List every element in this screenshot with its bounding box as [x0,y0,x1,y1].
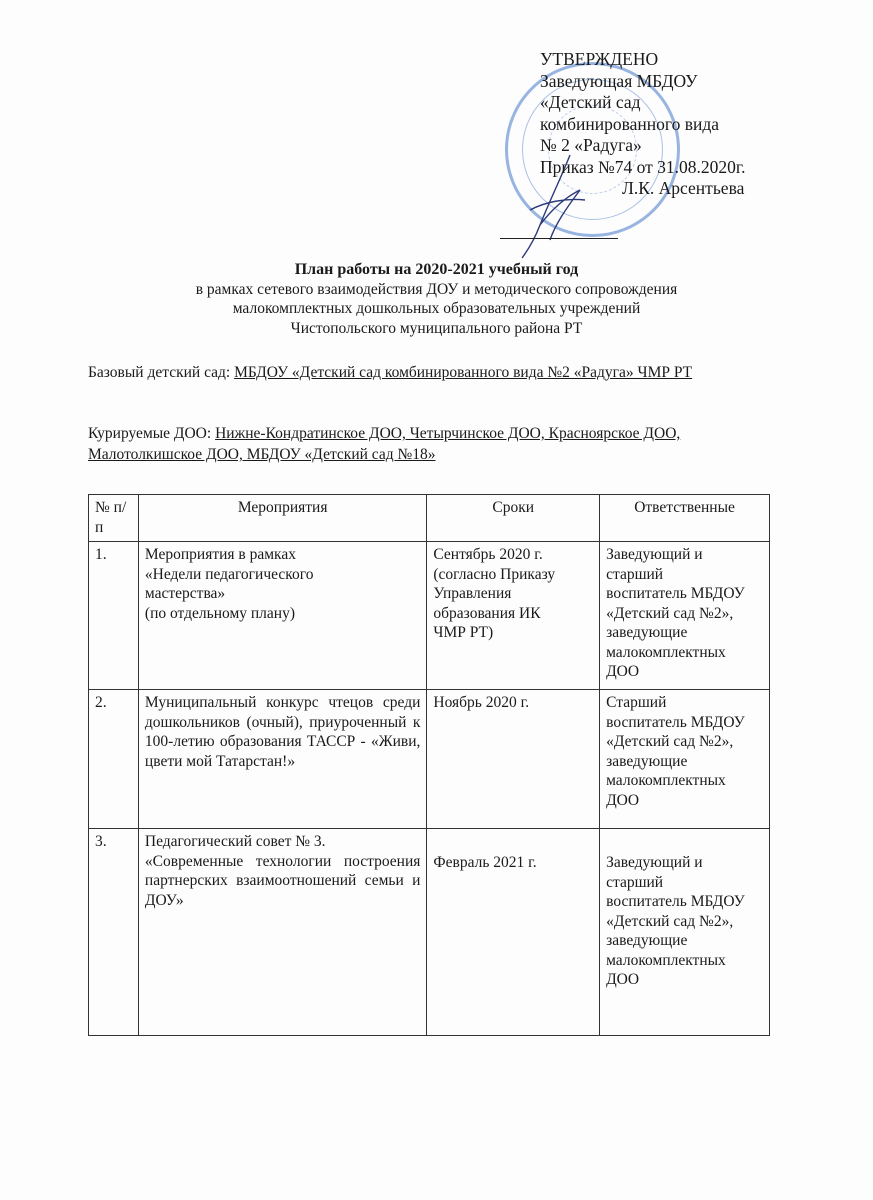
curated-doo-value: Нижне-Кондратинское ДОО, Четырчинское ДОО, Красноярское ДОО, Малотолкишское ДОО, МБДОУ «Детский сад №18» [88,425,681,463]
header-dates: Сроки [427,495,600,542]
row-responsible [600,829,770,1036]
document-subtitle-line-1: в рамках сетевого взаимодействия ДОУ и методического сопровождения [195,280,678,298]
responsible-line: старший [606,565,664,583]
event-line: «Современные технологии построения партнерских взаимоотношений семьи и ДОУ» [144,852,421,909]
row-event [138,542,426,690]
responsible-line: заведующие [606,624,688,641]
approval-signer: Л.К. Арсентьева [622,178,745,198]
document-subtitle-line-3: Чистопольского муниципального района РТ [290,319,583,337]
responsible-line: ДОО [606,971,640,988]
dates-value: Февраль 2021 г. [433,854,537,871]
responsible-line: малокомплектных [606,951,726,969]
header-event: Мероприятия [138,495,426,542]
responsible-line: воспитатель МБДОУ [606,713,745,731]
document-title: План работы на 2020-2021 учебный год [294,261,579,278]
dates-line: Управления [433,585,512,602]
row-responsible [600,542,770,690]
table-header-row [89,495,770,542]
responsible-line: Заведующий и [606,854,703,871]
responsible-line: малокомплектных [606,643,726,661]
document-subtitle-line-2: малокомплектных дошкольных образовательных учреждений [232,300,641,317]
event-line: Педагогический совет № 3. [144,833,326,850]
responsible-line: Старший [606,694,667,711]
table-row [89,829,770,1036]
approval-org-line-2: комбинированного вида [540,113,720,134]
responsible-line: заведующие [606,932,688,949]
row-num: 1. [89,542,139,690]
responsible-line: ДОО [606,663,640,680]
signature-line [500,238,618,239]
responsible-line: воспитатель МБДОУ [606,585,745,602]
base-kindergarten-label: Базовый детский сад: [88,364,235,381]
responsible-line: воспитатель МБДОУ [606,893,745,910]
row-num: 3. [89,829,139,1036]
row-num: 2. [89,690,139,829]
curated-doo-label: Курируемые ДОО: [88,425,216,442]
event-line: мастерства» [144,585,226,602]
dates-line: образования ИК [433,604,541,622]
approval-order: Приказ №74 от 31.08.2020г. [540,156,746,177]
event-line: Мероприятия в рамках [144,546,296,563]
row-event [138,829,426,1036]
responsible-line: «Детский сад №2», [606,912,734,930]
row-dates: Ноябрь 2020 г. [427,690,600,829]
event-line: (по отдельному плану) [144,604,295,622]
curated-doo [88,423,768,465]
table-row [89,690,770,829]
header-responsible: Ответственные [600,495,770,542]
base-kindergarten-value: МБДОУ «Детский сад комбинированного вида №2 «Радуга» ЧМР РТ [234,364,693,381]
table-row [89,542,770,690]
responsible-line: малокомплектных [606,772,726,789]
responsible-line: заведующие [606,752,688,770]
responsible-line: «Детский сад №2», [606,733,734,750]
approval-position: Заведующая МБДОУ [540,70,698,91]
approval-block [540,49,746,200]
plan-table [88,494,770,1036]
document-title-block [80,260,793,338]
event-line: «Недели педагогического [144,565,314,583]
row-responsible [600,690,770,829]
responsible-line: «Детский сад №2», [606,604,734,622]
approval-org-line-3: № 2 «Радуга» [540,135,642,155]
header-num: № п/п [89,495,139,542]
row-event: Муниципальный конкурс чтецов среди дошкольников (очный), приуроченный к 100-летию образования ТАССР - «Живи, цвети мой Татарстан!» [138,690,426,829]
row-dates [427,542,600,690]
responsible-line: ДОО [606,791,640,809]
dates-line: ЧМР РТ) [433,624,494,641]
base-kindergarten [88,362,768,383]
dates-line: Сентябрь 2020 г. [433,546,543,563]
approval-heading: УТВЕРЖДЕНО [540,49,659,69]
responsible-line: Заведующий и [606,546,703,563]
responsible-line: старший [606,873,664,891]
approval-org-line-1: «Детский сад [540,92,641,112]
dates-line: (согласно Приказу [433,565,556,583]
row-dates [427,829,600,1036]
